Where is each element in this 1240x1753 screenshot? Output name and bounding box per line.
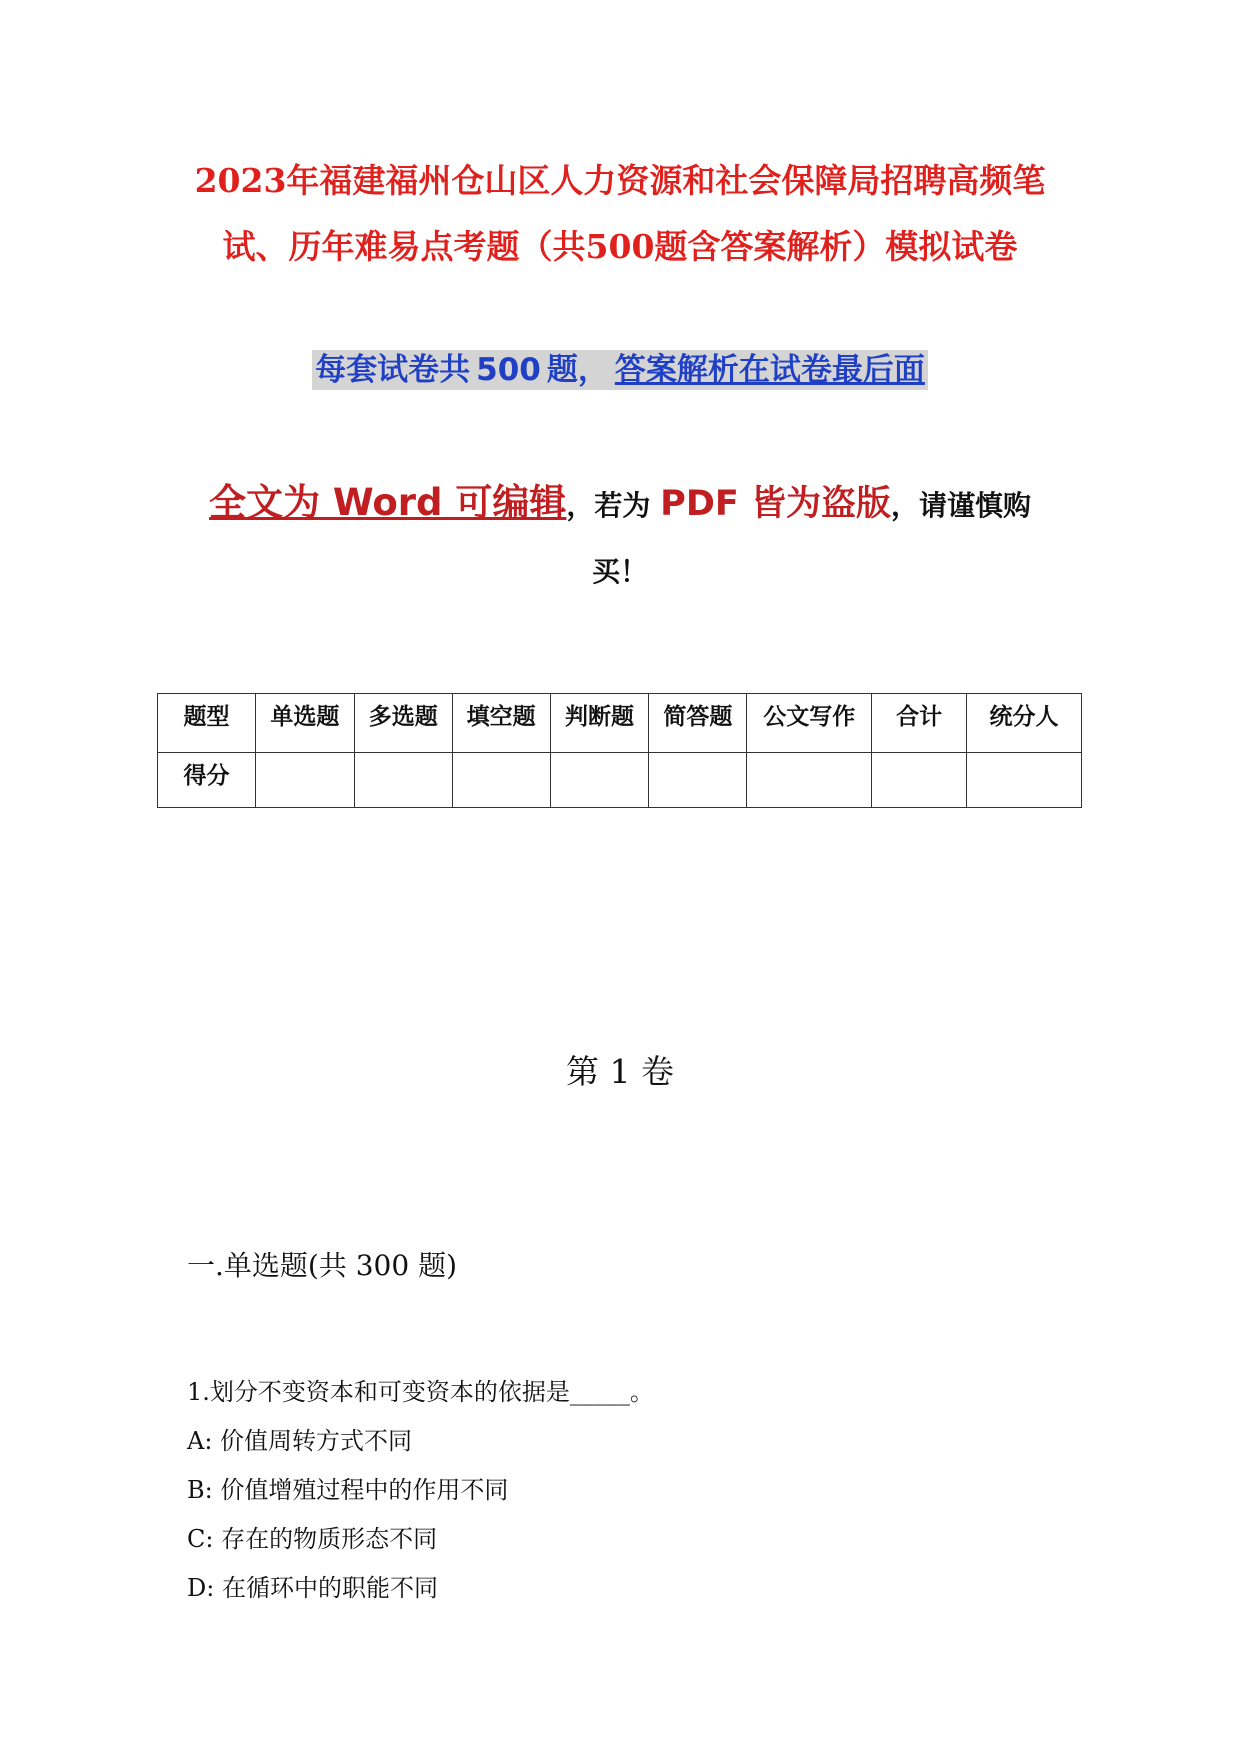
score-header-cell: 填空题 [452,694,550,753]
option-b: B: 价值增殖过程中的作用不同 [187,1476,509,1504]
score-header-cell: 简答题 [649,694,747,753]
score-row-label: 得分 [158,753,256,808]
score-cell-fill[interactable] [452,753,550,808]
notice-link[interactable]: 答案解析在试卷最后面 [612,350,928,390]
score-cell-scorer[interactable] [967,753,1082,808]
question-block [187,1368,654,1613]
notice-text-2: 题， [544,350,612,390]
title-line-1: 2023年福建福州仓山区人力资源和社会保障局招聘高频笔 [194,161,1046,200]
warning-pdf-pirated: PDF 皆为盗版 [660,484,891,524]
notice-text-1: 每套试卷共 [312,350,473,390]
score-table-header-row [158,694,1082,753]
warning-text-2: ，请谨慎购 [890,489,1031,522]
score-header-cell: 单选题 [255,694,354,753]
score-table [157,693,1082,808]
score-header-cell: 公文写作 [747,694,872,753]
score-table-score-row [158,753,1082,808]
option-d: D: 在循环中的职能不同 [187,1574,438,1602]
score-cell-judge[interactable] [550,753,649,808]
option-c: C: 存在的物质形态不同 [187,1525,438,1553]
piracy-warning [200,470,1040,605]
score-header-cell: 统分人 [967,694,1082,753]
score-cell-multi[interactable] [354,753,452,808]
notice-count: 500 [473,350,544,390]
score-header-cell: 题型 [158,694,256,753]
score-cell-writing[interactable] [747,753,872,808]
score-cell-short[interactable] [649,753,747,808]
warning-text-3: 买！ [591,555,648,588]
title-line-2: 试、历年难易点考题（共500题含答案解析）模拟试卷 [222,227,1018,266]
score-cell-total[interactable] [872,753,967,808]
part-title: 一.单选题(共 300 题) [187,1249,457,1282]
warning-word-editable: 全文为 Word 可编辑 [209,481,567,524]
volume-title: 第 1 卷 [566,1052,674,1091]
score-header-cell: 合计 [872,694,967,753]
score-cell-single[interactable] [255,753,354,808]
option-a: A: 价值周转方式不同 [187,1427,413,1455]
score-header-cell: 多选题 [354,694,452,753]
warning-text-1: ，若为 [566,489,661,522]
score-header-cell: 判断题 [550,694,649,753]
document-title [150,148,1090,280]
question-stem: 1.划分不变资本和可变资本的依据是_____。 [187,1378,654,1406]
notice-line [0,346,1240,394]
